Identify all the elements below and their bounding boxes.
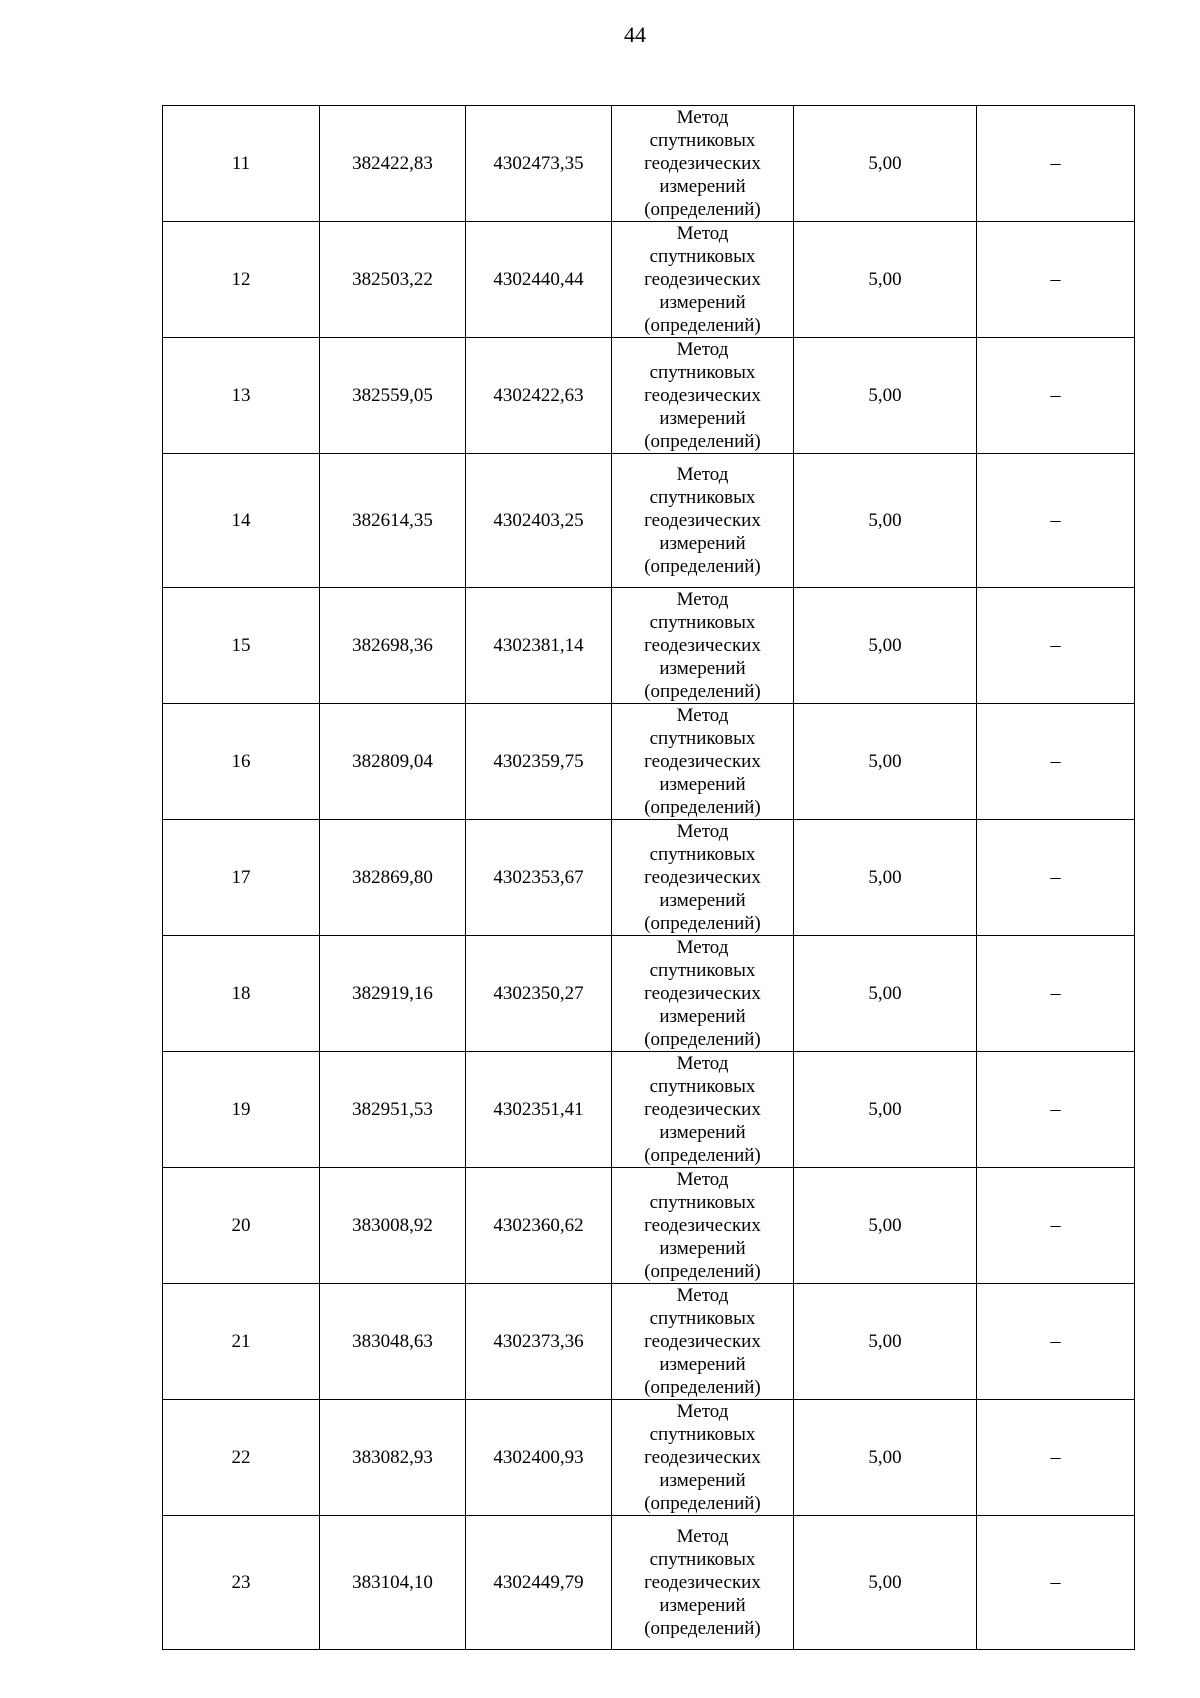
coordinates-table <box>162 105 1135 1650</box>
x-coordinate-cell: 382919,16 <box>320 936 466 1052</box>
y-coordinate-cell <box>466 820 612 936</box>
y-coordinate-cell <box>466 1400 612 1516</box>
y-coordinate-cell <box>466 1052 612 1168</box>
point-number-cell: 13 <box>163 338 320 454</box>
accuracy-cell: 5,00 <box>794 936 977 1052</box>
x-coordinate-cell: 383048,63 <box>320 1284 466 1400</box>
table-row <box>163 1284 1135 1400</box>
method-cell <box>612 936 794 1052</box>
point-number-cell: 19 <box>163 1052 320 1168</box>
point-number-cell: 21 <box>163 1284 320 1400</box>
y-coordinate-cell <box>466 106 612 222</box>
method-cell <box>612 704 794 820</box>
accuracy-cell: 5,00 <box>794 820 977 936</box>
note-cell: – <box>977 1516 1135 1650</box>
method-text: Метод спутниковых геодезических измерений (определений) <box>644 223 761 336</box>
note-cell: – <box>977 1284 1135 1400</box>
note-cell: – <box>977 1400 1135 1516</box>
method-text: Метод спутниковых геодезических измерений (определений) <box>644 705 761 818</box>
method-text: Метод спутниковых геодезических измерений (определений) <box>644 1053 761 1166</box>
point-number-cell: 12 <box>163 222 320 338</box>
y-coordinate-text: 4302400,93 <box>493 1446 584 1468</box>
table-row <box>163 936 1135 1052</box>
method-cell <box>612 1284 794 1400</box>
note-cell: – <box>977 588 1135 704</box>
accuracy-cell: 5,00 <box>794 1516 977 1650</box>
method-text: Метод спутниковых геодезических измерений (определений) <box>644 589 761 702</box>
method-cell <box>612 338 794 454</box>
x-coordinate-cell: 383104,10 <box>320 1516 466 1650</box>
note-cell: – <box>977 338 1135 454</box>
note-cell: – <box>977 106 1135 222</box>
table-row <box>163 1516 1135 1650</box>
table-row <box>163 704 1135 820</box>
y-coordinate-text: 4302403,25 <box>493 509 584 531</box>
point-number-cell: 20 <box>163 1168 320 1284</box>
method-cell <box>612 1400 794 1516</box>
y-coordinate-text: 4302359,75 <box>493 750 584 772</box>
x-coordinate-cell: 383082,93 <box>320 1400 466 1516</box>
note-cell: – <box>977 1168 1135 1284</box>
accuracy-cell: 5,00 <box>794 222 977 338</box>
table-row <box>163 820 1135 936</box>
y-coordinate-text: 4302360,62 <box>493 1214 584 1236</box>
x-coordinate-cell: 382698,36 <box>320 588 466 704</box>
accuracy-cell: 5,00 <box>794 454 977 588</box>
y-coordinate-text: 4302449,79 <box>493 1571 584 1593</box>
table-row <box>163 222 1135 338</box>
point-number-cell: 14 <box>163 454 320 588</box>
accuracy-cell: 5,00 <box>794 106 977 222</box>
method-text: Метод спутниковых геодезических измерений (определений) <box>644 1401 761 1514</box>
method-text: Метод спутниковых геодезических измерений (определений) <box>644 1169 761 1282</box>
point-number-cell: 16 <box>163 704 320 820</box>
method-cell <box>612 222 794 338</box>
note-cell: – <box>977 936 1135 1052</box>
x-coordinate-cell: 382614,35 <box>320 454 466 588</box>
accuracy-cell: 5,00 <box>794 338 977 454</box>
method-text: Метод спутниковых геодезических измерений (определений) <box>644 1526 761 1639</box>
y-coordinate-cell <box>466 1284 612 1400</box>
x-coordinate-cell: 382809,04 <box>320 704 466 820</box>
note-cell: – <box>977 820 1135 936</box>
y-coordinate-text: 4302351,41 <box>493 1098 584 1120</box>
y-coordinate-cell <box>466 338 612 454</box>
table-row <box>163 1400 1135 1516</box>
note-cell: – <box>977 704 1135 820</box>
table-row <box>163 588 1135 704</box>
point-number-cell: 15 <box>163 588 320 704</box>
point-number-cell: 22 <box>163 1400 320 1516</box>
point-number-cell: 18 <box>163 936 320 1052</box>
method-text: Метод спутниковых геодезических измерений (определений) <box>644 464 761 577</box>
y-coordinate-cell <box>466 1516 612 1650</box>
x-coordinate-cell: 382559,05 <box>320 338 466 454</box>
accuracy-cell: 5,00 <box>794 1284 977 1400</box>
table-row <box>163 454 1135 588</box>
point-number-cell: 17 <box>163 820 320 936</box>
note-cell: – <box>977 454 1135 588</box>
method-text: Метод спутниковых геодезических измерений (определений) <box>644 339 761 452</box>
method-cell <box>612 1168 794 1284</box>
y-coordinate-cell <box>466 1168 612 1284</box>
accuracy-cell: 5,00 <box>794 704 977 820</box>
x-coordinate-cell: 383008,92 <box>320 1168 466 1284</box>
y-coordinate-text: 4302350,27 <box>493 982 584 1004</box>
note-cell: – <box>977 1052 1135 1168</box>
table-row <box>163 338 1135 454</box>
x-coordinate-cell: 382869,80 <box>320 820 466 936</box>
accuracy-cell: 5,00 <box>794 588 977 704</box>
table-row <box>163 1168 1135 1284</box>
method-cell <box>612 820 794 936</box>
x-coordinate-cell: 382422,83 <box>320 106 466 222</box>
table-row <box>163 106 1135 222</box>
method-cell <box>612 1052 794 1168</box>
accuracy-cell: 5,00 <box>794 1052 977 1168</box>
method-cell <box>612 106 794 222</box>
method-text: Метод спутниковых геодезических измерений (определений) <box>644 937 761 1050</box>
point-number-cell: 23 <box>163 1516 320 1650</box>
accuracy-cell: 5,00 <box>794 1400 977 1516</box>
table-row <box>163 1052 1135 1168</box>
x-coordinate-cell: 382503,22 <box>320 222 466 338</box>
method-cell <box>612 454 794 588</box>
y-coordinate-cell <box>466 222 612 338</box>
accuracy-cell: 5,00 <box>794 1168 977 1284</box>
y-coordinate-text: 4302381,14 <box>493 634 584 656</box>
note-cell: – <box>977 222 1135 338</box>
x-coordinate-cell: 382951,53 <box>320 1052 466 1168</box>
y-coordinate-cell <box>466 704 612 820</box>
y-coordinate-text: 4302373,36 <box>493 1330 584 1352</box>
y-coordinate-text: 4302422,63 <box>493 384 584 406</box>
method-text: Метод спутниковых геодезических измерений (определений) <box>644 1285 761 1398</box>
y-coordinate-cell <box>466 936 612 1052</box>
y-coordinate-cell <box>466 588 612 704</box>
table-body <box>163 106 1135 1650</box>
method-cell <box>612 1516 794 1650</box>
y-coordinate-text: 4302353,67 <box>493 866 584 888</box>
point-number-cell: 11 <box>163 106 320 222</box>
page-number: 44 <box>624 22 646 47</box>
y-coordinate-cell <box>466 454 612 588</box>
method-cell <box>612 588 794 704</box>
y-coordinate-text: 4302473,35 <box>493 152 584 174</box>
method-text: Метод спутниковых геодезических измерений (определений) <box>644 107 761 220</box>
y-coordinate-text: 4302440,44 <box>493 268 584 290</box>
method-text: Метод спутниковых геодезических измерений (определений) <box>644 821 761 934</box>
